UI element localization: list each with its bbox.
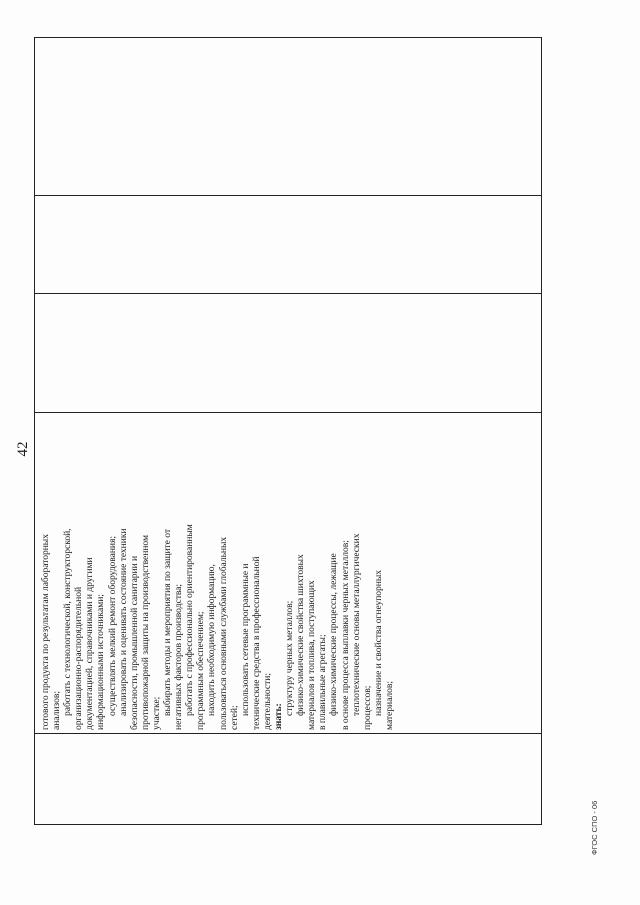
content-line: участке; (150, 696, 162, 730)
content-line: деятельности; (261, 673, 273, 730)
content-line: процессов; (361, 685, 373, 730)
table-cell-content (35, 413, 541, 734)
content-line: противопожарной защиты на производственном (139, 535, 151, 730)
content-line: структуру черных металлов; (284, 600, 296, 716)
content-line: сетей; (228, 705, 240, 730)
content-line: материалов; (383, 681, 395, 730)
footer-document-code: ФГОС СПО - 06 (590, 800, 599, 855)
content-line: документацией, справочниками и другими (84, 557, 96, 730)
table-cell-empty (35, 36, 541, 196)
content-line: выбирать методы и мероприятия по защите от (162, 529, 174, 716)
content-line: осуществлять мелкий ремонт оборудования; (106, 536, 118, 716)
content-line: анализировать и оценивать состояние техники (117, 528, 129, 716)
page-number: 42 (15, 441, 31, 457)
content-line: работать с профессионально ориентированным (184, 524, 196, 716)
content-line: программным обеспечением; (195, 611, 207, 730)
standard-table (34, 37, 542, 825)
table-cell-empty (35, 196, 541, 294)
content-heading-know: знать: (272, 703, 284, 730)
table-cell-empty (35, 294, 541, 413)
content-line: теплотехнические основы металлургических (350, 533, 362, 716)
content-line: работать с технологической, конструкторской, (62, 528, 74, 716)
content-line: материалов и топлива, поступающих (306, 580, 318, 730)
content-line: готового продукта по результатам лабораторных (40, 534, 51, 730)
content-line: назначение и свойства огнеупорных (372, 569, 384, 716)
content-line: в основе процесса выплавки черных металлов; (339, 540, 351, 730)
content-line: физико-химические свойства шихтовых (295, 554, 307, 716)
content-line: негативных факторов производства; (173, 583, 185, 730)
content-text (40, 414, 395, 730)
content-line: безопасности, промышленной санитарии и (128, 555, 140, 730)
content-line: технические средства в профессиональной (250, 556, 262, 730)
content-line: организационно-распорядительной (73, 586, 85, 730)
content-line: в плавильные агрегаты; (317, 634, 329, 730)
content-line: информационными источниками; (95, 594, 107, 730)
table-cell-index (35, 734, 541, 824)
content-line: находить необходимую информацию, (206, 564, 218, 716)
content-line: использовать сетевые программные и (239, 563, 251, 716)
content-line: анализов; (51, 691, 63, 730)
content-line: физико-химические процессы, лежащие (328, 553, 340, 716)
content-line: пользоваться основными службами глобальных (217, 536, 229, 730)
